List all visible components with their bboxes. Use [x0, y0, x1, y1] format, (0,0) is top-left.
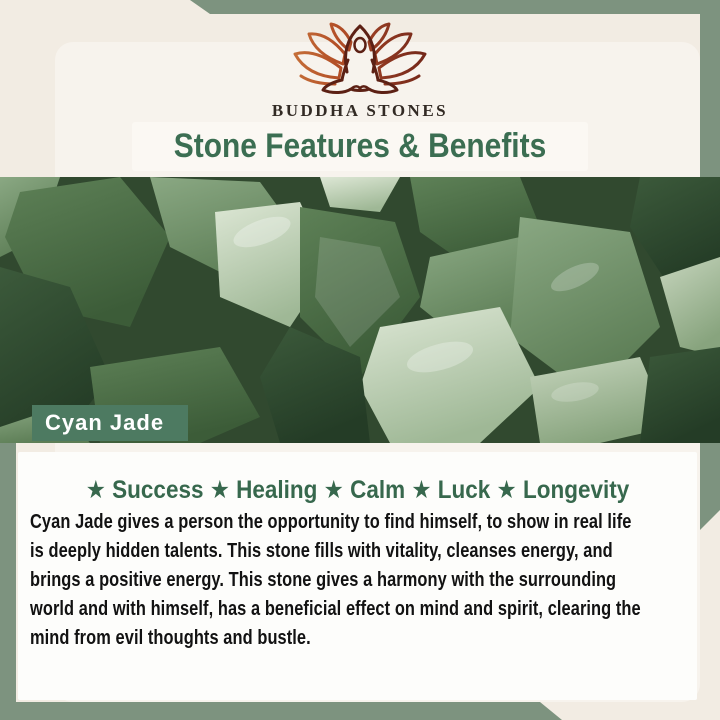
- content-card: [18, 452, 697, 700]
- section-header-band: [132, 122, 588, 171]
- description-line: mind from evil thoughts and bustle.: [30, 627, 311, 649]
- benefits-list: ★ Success ★ Healing ★ Calm ★ Luck ★ Longevity: [85, 476, 630, 504]
- description-line: brings a positive energy. This stone gives a harmony with the surrounding: [30, 569, 617, 591]
- top-green-accent-band: [0, 0, 720, 14]
- jade-stones-image: [0, 177, 720, 443]
- brand-name: BUDDHA STONES: [271, 101, 449, 120]
- stone-name-badge: Cyan Jade: [32, 405, 188, 441]
- description-line: is deeply hidden talents. This stone fills with vitality, cleanses energy, and: [30, 540, 613, 562]
- bottom-green-accent-band: [0, 702, 562, 720]
- left-green-accent-strip: [0, 443, 16, 720]
- stone-description: [30, 508, 720, 653]
- lotus-meditation-icon: [285, 20, 435, 100]
- page-title: Stone Features & Benefits: [173, 127, 547, 165]
- description-line: Cyan Jade gives a person the opportunity to find himself, to show in real life: [30, 511, 632, 533]
- brand-logo: [285, 20, 435, 100]
- product-photo: [0, 177, 720, 443]
- description-line: world and with himself, has a beneficial effect on mind and spirit, clearing the: [30, 598, 641, 620]
